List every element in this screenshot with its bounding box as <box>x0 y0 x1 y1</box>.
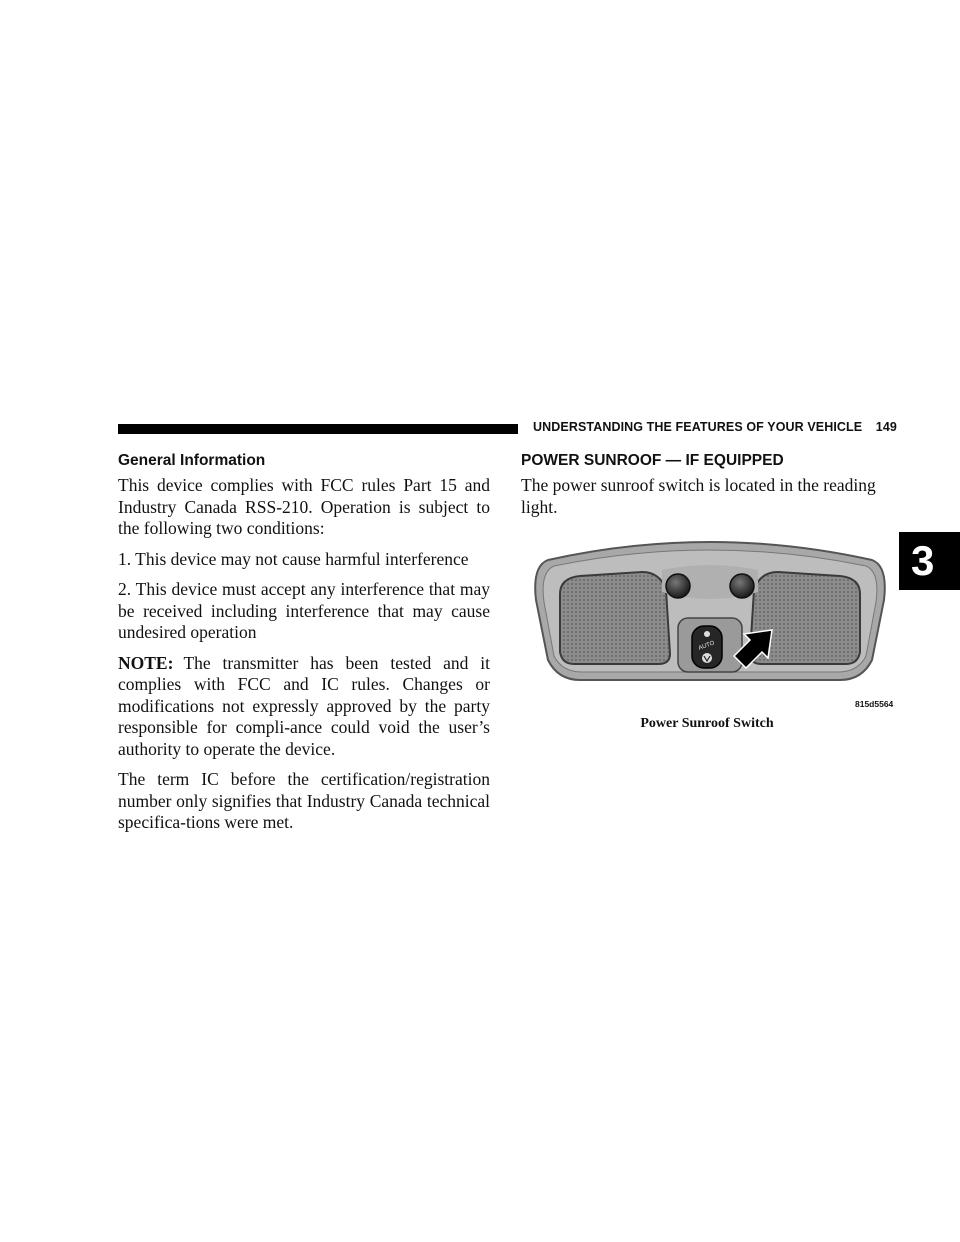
reading-light-illustration <box>530 530 890 710</box>
right-column <box>521 452 893 527</box>
page-number: 149 <box>875 420 897 434</box>
header-rule <box>118 424 518 434</box>
running-header <box>533 420 897 434</box>
general-information-heading: General Information <box>118 452 266 469</box>
note-paragraph <box>118 653 490 761</box>
figure-code: 815d5564 <box>855 699 894 709</box>
left-column <box>118 452 490 843</box>
figure-caption: Power Sunroof Switch <box>640 716 774 731</box>
power-sunroof-heading: POWER SUNROOF — IF EQUIPPED <box>521 452 784 469</box>
note-text: The transmitter has been tested and it complies with FCC and IC rules. Changes or modifications not expressly approved by the party responsible for compli-ance could void the user’s authority to operate the device. <box>118 652 490 759</box>
condition-2: 2. This device must accept any interference that may be received including interference that may cause undesired operation <box>118 579 490 642</box>
section-title: UNDERSTANDING THE FEATURES OF YOUR VEHICLE <box>533 420 863 434</box>
switch-auto-label: AUTO <box>697 640 716 652</box>
right-lamp-button <box>730 574 754 598</box>
left-lamp-button <box>666 574 690 598</box>
condition-1: 1. This device may not cause harmful interference <box>118 548 469 569</box>
chapter-tab: 3 <box>899 532 960 590</box>
compliance-paragraph: This device complies with FCC rules Part 15 and Industry Canada RSS-210. Operation is subject to the following two conditions: <box>118 475 490 538</box>
sunroof-location-paragraph: The power sunroof switch is located in the reading light. <box>521 475 876 517</box>
left-lens <box>560 572 670 664</box>
note-label: NOTE: <box>118 652 174 673</box>
ic-paragraph: The term IC before the certification/registration number only signifies that Industry Canada technical specifica-tions were met. <box>118 769 490 832</box>
